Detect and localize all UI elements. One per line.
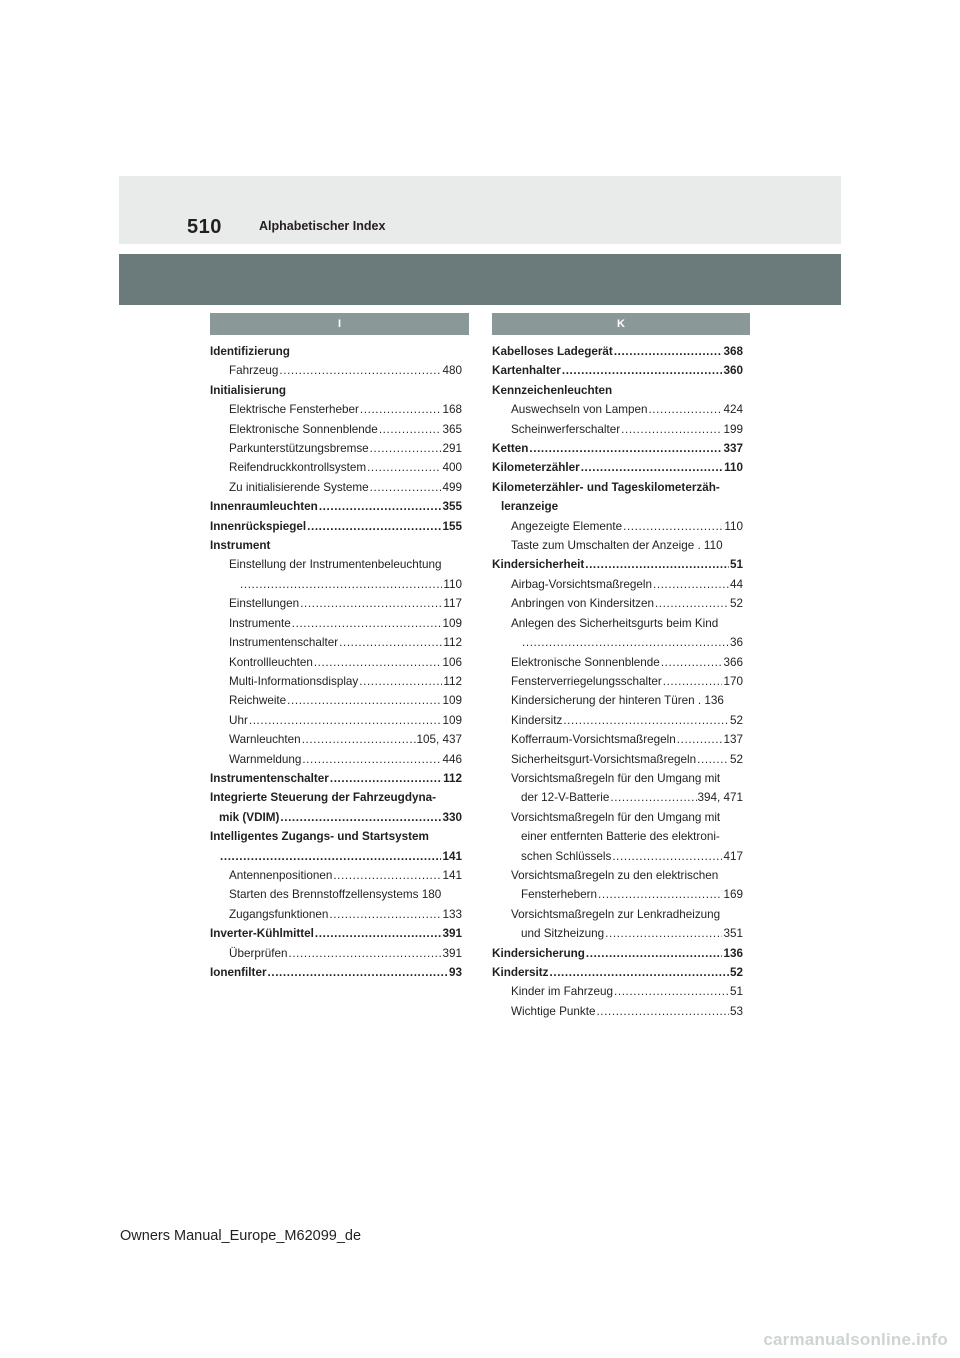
index-entry xyxy=(210,478,462,497)
dot-leader xyxy=(605,924,722,943)
dot-leader xyxy=(581,458,723,477)
index-entry xyxy=(492,944,743,963)
dot-leader xyxy=(598,885,722,904)
dot-leader xyxy=(612,847,722,866)
index-entry xyxy=(210,361,462,380)
index-entry xyxy=(492,788,743,807)
index-entry-page: 400 xyxy=(442,461,462,475)
index-entry-page: 170 xyxy=(723,674,743,688)
dot-leader xyxy=(610,788,696,807)
dot-leader xyxy=(302,750,441,769)
index-entry xyxy=(492,924,743,943)
dot-leader xyxy=(522,633,729,652)
index-entry xyxy=(492,458,743,477)
index-entry-page: 394, 471 xyxy=(697,791,743,805)
index-entry-text: Zugangsfunktionen xyxy=(229,907,329,921)
dot-leader xyxy=(220,847,441,866)
index-entry-text: Multi-Informationsdisplay xyxy=(229,674,359,688)
index-entry xyxy=(210,788,462,807)
index-entry-page: 117 xyxy=(443,597,462,611)
index-entry-text: Kindersicherung der hinteren Türen . 136 xyxy=(511,694,724,708)
dot-leader xyxy=(314,653,442,672)
index-entry-text: Taste zum Umschalten der Anzeige . 110 xyxy=(511,539,723,553)
dot-leader xyxy=(379,420,442,439)
index-entry-text: Zu initialisierende Systeme xyxy=(229,480,369,494)
index-entry xyxy=(492,400,743,419)
index-entry-page: 446 xyxy=(442,752,462,766)
index-entry-text: Anbringen von Kindersitzen xyxy=(511,597,654,611)
index-entry-text: Instrumentenschalter xyxy=(210,771,329,785)
index-entry-text: Kindersicherheit xyxy=(492,558,585,572)
index-entry-page: 169 xyxy=(723,888,743,902)
index-entry-page: 52 xyxy=(729,966,743,979)
index-entry-page: 365 xyxy=(442,422,462,436)
index-entry xyxy=(210,614,462,633)
index-entry-page: 391 xyxy=(442,927,462,941)
index-entry xyxy=(210,517,462,536)
index-entry xyxy=(492,653,743,672)
index-entry-page: 136 xyxy=(723,946,743,960)
dot-leader xyxy=(653,575,729,594)
dot-leader xyxy=(279,361,441,380)
index-entry-text: leranzeige xyxy=(501,500,559,514)
index-entry xyxy=(210,963,462,982)
index-entry xyxy=(210,555,462,574)
dot-leader xyxy=(280,808,441,827)
dot-leader xyxy=(268,963,448,982)
index-entry-page: 44 xyxy=(729,577,743,591)
dot-leader xyxy=(240,575,442,594)
index-entry xyxy=(492,982,743,1001)
index-entry-page: 391 xyxy=(442,946,462,960)
index-entry xyxy=(210,420,462,439)
index-entry xyxy=(492,827,743,846)
index-entry-text: schen Schlüssels xyxy=(521,849,612,863)
index-entry xyxy=(210,594,462,613)
dot-leader xyxy=(614,982,729,1001)
index-entry-page: 330 xyxy=(442,810,462,824)
index-entry-text: Inverter-Kühlmittel xyxy=(210,927,314,941)
index-entry-page: 366 xyxy=(723,655,743,669)
index-entry-page: 112 xyxy=(443,771,462,785)
index-entry-page: 155 xyxy=(442,519,462,533)
index-entry-text: Elektronische Sonnenblende xyxy=(229,422,378,436)
index-entry-text: Intelligentes Zugangs- und Startsystem xyxy=(210,830,429,844)
index-entry xyxy=(210,847,462,866)
index-entry-text: Ionenfilter xyxy=(210,966,267,979)
header-bar xyxy=(119,254,841,305)
dot-leader xyxy=(614,342,723,361)
index-entry xyxy=(210,439,462,458)
dot-leader xyxy=(563,711,729,730)
index-entry-text: Vorsichtsmaßregeln für den Umgang mit xyxy=(511,771,721,785)
dot-leader xyxy=(302,730,416,749)
index-entry-page: 52 xyxy=(729,752,743,766)
dot-leader xyxy=(596,1002,729,1021)
index-entry-text: Vorsichtsmaßregeln für den Umgang mit xyxy=(511,810,721,824)
index-entry-text: Vorsichtsmaßregeln zur Lenkradheizung xyxy=(511,907,721,921)
dot-leader xyxy=(648,400,722,419)
dot-leader xyxy=(655,594,729,613)
index-entry-text: Airbag-Vorsichtsmaßregeln xyxy=(511,577,652,591)
dot-leader xyxy=(661,653,723,672)
index-entry xyxy=(492,439,743,458)
index-entry-text: Fensterverriegelungsschalter xyxy=(511,674,662,688)
index-entry-text: Integrierte Steuerung der Fahrzeugdyna- xyxy=(210,791,436,805)
index-entry-page: 141 xyxy=(442,849,462,863)
dot-leader xyxy=(300,594,442,613)
index-entry-page: 424 xyxy=(723,403,743,417)
index-entry-text: Überprüfen xyxy=(229,946,288,960)
dot-leader xyxy=(677,730,723,749)
footer-document-id: Owners Manual_Europe_M62099_de xyxy=(120,1228,362,1244)
index-entry-text: Innenrückspiegel xyxy=(210,519,307,533)
dot-leader xyxy=(287,691,441,710)
index-entry-text: Elektronische Sonnenblende xyxy=(511,655,660,669)
index-entry-text: Kontrollleuchten xyxy=(229,655,313,669)
index-entry-text: Wichtige Punkte xyxy=(511,1004,596,1018)
dot-leader xyxy=(663,672,723,691)
index-entry-text: Anlegen des Sicherheitsgurts beim Kind xyxy=(511,616,719,630)
index-entry-page: 51 xyxy=(729,985,743,999)
index-entry-page: 109 xyxy=(442,694,462,708)
index-entry-text: Einstellung der Instrumentenbeleuchtung xyxy=(229,558,442,572)
index-entry xyxy=(492,672,743,691)
index-entry xyxy=(210,497,462,516)
letter-heading-i: I xyxy=(210,313,469,335)
index-entry xyxy=(492,594,743,613)
index-entry-page: 110 xyxy=(443,577,462,591)
index-entry-text: Starten des Brennstoffzellensystems 180 xyxy=(229,888,442,902)
index-entry-text: Einstellungen xyxy=(229,597,300,611)
index-entry-text: einer entfernten Batterie des elektroni- xyxy=(521,830,720,844)
index-entry-text: Scheinwerferschalter xyxy=(511,422,621,436)
dot-leader xyxy=(529,439,722,458)
index-entry-page: 106 xyxy=(442,655,462,669)
index-entry-text: und Sitzheizung xyxy=(521,927,605,941)
index-entry-text: Antennenpositionen xyxy=(229,868,333,882)
index-entry xyxy=(492,750,743,769)
page-number: 510 xyxy=(187,216,222,238)
index-entry xyxy=(492,381,743,400)
index-entry-page: 110 xyxy=(724,461,743,475)
index-entry xyxy=(210,381,462,400)
index-entry xyxy=(492,691,743,710)
dot-leader xyxy=(621,420,722,439)
index-entry-text: Parkunterstützungsbremse xyxy=(229,442,369,456)
index-entry xyxy=(492,555,743,574)
index-entry-text: Instrumentenschalter xyxy=(229,636,339,650)
index-column-left xyxy=(210,342,462,982)
index-entry xyxy=(210,536,462,555)
dot-leader xyxy=(370,478,442,497)
index-entry-page: 36 xyxy=(729,636,743,650)
index-entry xyxy=(492,614,743,633)
index-entry xyxy=(492,342,743,361)
index-entry xyxy=(492,420,743,439)
index-entry xyxy=(492,808,743,827)
dot-leader xyxy=(339,633,442,652)
index-entry xyxy=(492,769,743,788)
index-entry xyxy=(210,458,462,477)
dot-leader xyxy=(319,497,442,516)
index-entry-page: 53 xyxy=(729,1004,743,1018)
dot-leader xyxy=(249,711,442,730)
index-entry-text: Ketten xyxy=(492,442,529,456)
index-entry-page: 105, 437 xyxy=(416,733,462,747)
index-entry-text: Kilometerzähler- und Tageskilometerzäh- xyxy=(492,480,720,494)
index-entry-page: 112 xyxy=(443,674,462,688)
index-entry-text: Kinder im Fahrzeug xyxy=(511,985,613,999)
index-entry xyxy=(210,672,462,691)
index-entry-text: der 12-V-Batterie xyxy=(521,791,610,805)
dot-leader xyxy=(367,458,441,477)
dot-leader xyxy=(623,517,723,536)
index-entry-page: 199 xyxy=(723,422,743,436)
index-entry-page: 499 xyxy=(442,480,462,494)
index-entry xyxy=(210,691,462,710)
index-entry-page: 291 xyxy=(442,442,462,456)
index-entry xyxy=(210,400,462,419)
index-entry xyxy=(210,905,462,924)
header-band xyxy=(119,176,841,244)
index-entry-text: Sicherheitsgurt-Vorsichtsmaßregeln xyxy=(511,752,697,766)
dot-leader xyxy=(586,944,723,963)
index-entry-text: Kindersitz xyxy=(492,966,549,979)
dot-leader xyxy=(307,517,441,536)
index-entry-text: Uhr xyxy=(229,713,248,727)
index-entry xyxy=(492,497,743,516)
index-entry-text: mik (VDIM) xyxy=(219,810,280,824)
index-entry xyxy=(492,905,743,924)
index-entry xyxy=(492,536,743,555)
index-entry-text: Kilometerzähler xyxy=(492,461,580,475)
index-entry-text: Warnmeldung xyxy=(229,752,302,766)
index-entry-text: Vorsichtsmaßregeln zu den elektrischen xyxy=(511,868,719,882)
index-entry-text: Identifizierung xyxy=(210,345,290,358)
index-entry-page: 368 xyxy=(723,345,743,358)
index-entry-page: 52 xyxy=(729,713,743,727)
index-entry xyxy=(492,885,743,904)
index-entry-text: Kofferraum-Vorsichtsmaßregeln xyxy=(511,733,676,747)
index-entry-text: Elektrische Fensterheber xyxy=(229,403,359,417)
dot-leader xyxy=(562,361,723,380)
index-entry-page: 351 xyxy=(723,927,743,941)
index-entry xyxy=(210,944,462,963)
index-entry xyxy=(492,478,743,497)
index-entry-page: 110 xyxy=(724,519,743,533)
index-entry xyxy=(210,633,462,652)
index-entry-page: 337 xyxy=(723,442,743,456)
index-entry-text: Initialisierung xyxy=(210,383,286,397)
index-entry xyxy=(210,827,462,846)
index-entry xyxy=(492,575,743,594)
index-entry xyxy=(492,847,743,866)
index-entry xyxy=(210,885,462,904)
index-entry-page: 109 xyxy=(442,713,462,727)
index-entry-page: 112 xyxy=(443,636,462,650)
index-entry-text: Kindersitz xyxy=(511,713,563,727)
index-entry xyxy=(492,1002,743,1021)
index-entry xyxy=(492,963,743,982)
index-entry xyxy=(210,711,462,730)
index-entry xyxy=(210,808,462,827)
index-entry xyxy=(492,711,743,730)
index-entry-text: Kartenhalter xyxy=(492,364,561,378)
index-entry-page: 93 xyxy=(448,966,462,979)
dot-leader xyxy=(329,905,441,924)
index-entry xyxy=(210,575,462,594)
dot-leader xyxy=(585,555,729,574)
index-entry-text: Angezeigte Elemente xyxy=(511,519,623,533)
index-entry xyxy=(492,633,743,652)
index-entry-text: Auswechseln von Lampen xyxy=(511,403,648,417)
index-entry-page: 168 xyxy=(442,403,462,417)
index-entry xyxy=(210,750,462,769)
index-entry-page: 52 xyxy=(729,597,743,611)
index-entry xyxy=(210,653,462,672)
index-entry-page: 355 xyxy=(442,500,462,514)
dot-leader xyxy=(550,963,729,982)
index-entry-page: 133 xyxy=(442,907,462,921)
dot-leader xyxy=(359,672,442,691)
index-entry-text: Kennzeichenleuchten xyxy=(492,383,613,397)
index-entry-text: Kindersicherung xyxy=(492,946,585,960)
index-entry-text: Instrument xyxy=(210,539,271,553)
index-entry xyxy=(210,924,462,943)
index-entry xyxy=(210,866,462,885)
dot-leader xyxy=(370,439,442,458)
index-entry xyxy=(492,730,743,749)
index-entry xyxy=(210,769,462,788)
dot-leader xyxy=(360,400,442,419)
index-entry xyxy=(210,730,462,749)
index-entry xyxy=(210,342,462,361)
index-entry-text: Innenraumleuchten xyxy=(210,500,318,514)
index-entry-page: 137 xyxy=(723,733,743,747)
section-title: Alphabetischer Index xyxy=(259,219,386,233)
watermark: carmanualsonline.info xyxy=(763,1330,948,1349)
index-entry-text: Fensterhebern xyxy=(521,888,598,902)
index-entry xyxy=(492,866,743,885)
index-entry-page: 141 xyxy=(442,868,462,882)
index-entry xyxy=(492,517,743,536)
index-entry-text: Fahrzeug xyxy=(229,364,279,378)
index-entry-text: Reichweite xyxy=(229,694,287,708)
dot-leader xyxy=(288,944,441,963)
index-entry-page: 109 xyxy=(442,616,462,630)
dot-leader xyxy=(333,866,441,885)
index-entry-page: 51 xyxy=(729,558,743,572)
index-entry-page: 417 xyxy=(723,849,743,863)
index-entry-text: Instrumente xyxy=(229,616,291,630)
dot-leader xyxy=(315,924,442,943)
index-entry-page: 360 xyxy=(723,364,743,378)
index-entry-page: 480 xyxy=(442,364,462,378)
index-column-right xyxy=(492,342,743,1021)
letter-heading-k: K xyxy=(492,313,750,335)
dot-leader xyxy=(330,769,442,788)
dot-leader xyxy=(697,750,729,769)
index-entry-text: Reifendruckkontrollsystem xyxy=(229,461,367,475)
index-entry-text: Kabelloses Ladegerät xyxy=(492,345,613,358)
index-entry xyxy=(492,361,743,380)
dot-leader xyxy=(292,614,442,633)
index-entry-text: Warnleuchten xyxy=(229,733,301,747)
